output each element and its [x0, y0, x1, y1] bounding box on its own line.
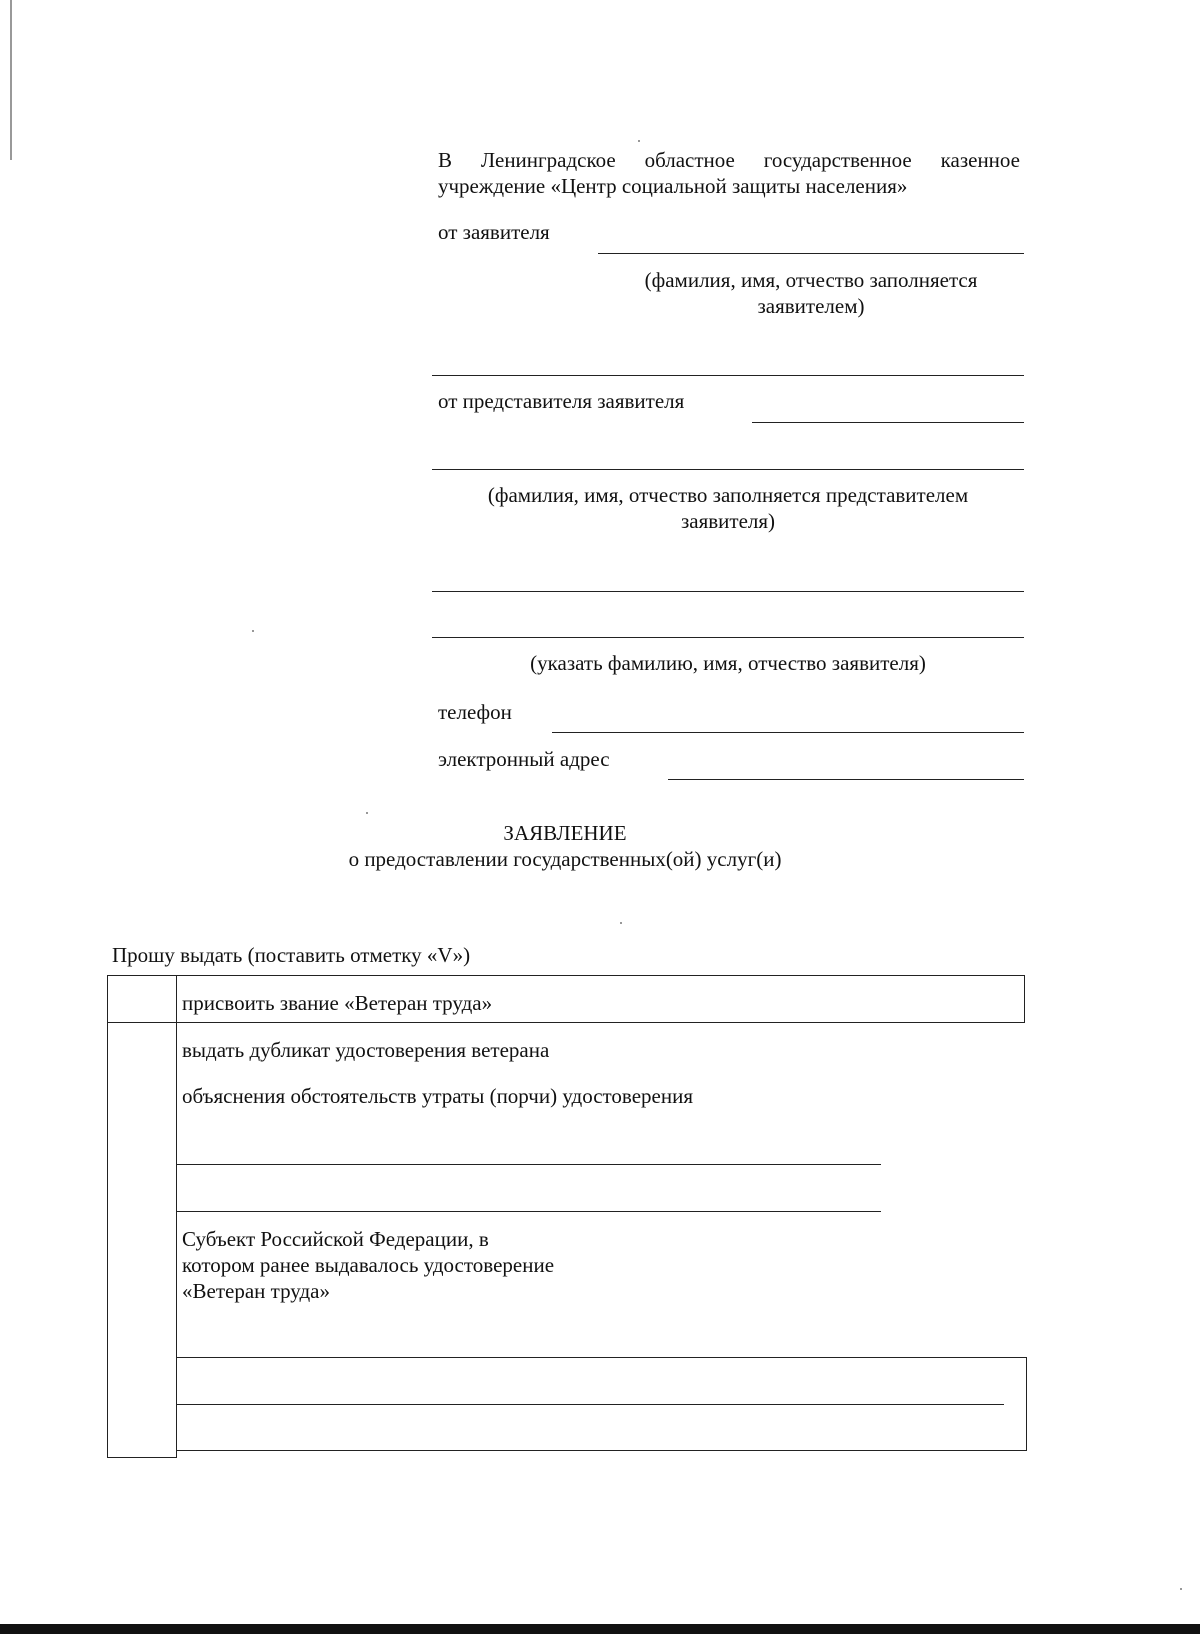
scan-edge-left — [10, 0, 12, 160]
checkbox-duplicate[interactable] — [109, 1024, 175, 1455]
email-label: электронный адрес — [438, 747, 610, 771]
applicant-name-field-2[interactable] — [432, 637, 1024, 638]
scan-speck — [366, 812, 368, 814]
applicant-name-field-1[interactable] — [432, 591, 1024, 592]
option-duplicate-explanation-label: объяснения обстоятельств утраты (порчи) удостоверения — [182, 1084, 694, 1108]
subject-field[interactable] — [177, 1404, 1004, 1405]
applicant-extra-field[interactable] — [432, 375, 1024, 376]
email-field[interactable] — [668, 779, 1024, 780]
applicant-hint-line-2: заявителем) — [757, 294, 865, 318]
applicant-name-field[interactable] — [598, 253, 1024, 254]
document-subtitle: о предоставлении государственных(ой) услуг(и) — [348, 847, 782, 871]
scan-speck — [638, 140, 640, 142]
phone-label: телефон — [438, 700, 512, 724]
option-duplicate-title: выдать дубликат удостоверения ветерана — [182, 1038, 550, 1062]
scan-edge-bottom — [0, 1624, 1200, 1634]
request-intro: Прошу выдать (поставить отметку «V») — [112, 943, 471, 967]
subject-label-line-3: «Ветеран труда» — [182, 1279, 330, 1303]
subject-label-line-2: котором ранее выдавалось удостоверение — [182, 1253, 555, 1277]
representative-field-1[interactable] — [752, 422, 1024, 423]
subject-box-right — [1026, 1357, 1027, 1450]
subject-box-top — [177, 1357, 1027, 1358]
representative-hint-line-2: заявителя) — [680, 509, 776, 533]
from-applicant-label: от заявителя — [438, 220, 550, 244]
subject-box-bottom — [177, 1450, 1027, 1451]
applicant-name-hint: (указать фамилию, имя, отчество заявителя) — [530, 651, 926, 675]
phone-field[interactable] — [552, 732, 1024, 733]
scan-speck — [1180, 1588, 1182, 1590]
applicant-hint-line-1: (фамилия, имя, отчество заполняется — [644, 268, 978, 292]
representative-hint-line-1: (фамилия, имя, отчество заполняется представителем — [487, 483, 969, 507]
table-border-top — [107, 975, 1025, 976]
representative-field-2[interactable] — [432, 469, 1024, 470]
table-border-left — [107, 975, 108, 1457]
checkbox-veteran-title[interactable] — [109, 977, 175, 1021]
explanation-field-2[interactable] — [177, 1211, 881, 1212]
table-border-bottom-left — [107, 1457, 177, 1458]
from-representative-label: от представителя заявителя — [438, 389, 685, 413]
explanation-field-1[interactable] — [177, 1164, 881, 1165]
table-column-divider — [176, 975, 177, 1457]
addressee-line-1: В Ленинградское областное государственное казенное — [438, 148, 1020, 172]
document-title: ЗАЯВЛЕНИЕ — [503, 821, 627, 845]
scan-speck — [620, 922, 622, 924]
table-border-right-row1 — [1024, 975, 1025, 1022]
scan-speck — [252, 630, 254, 632]
subject-label-line-1: Субъект Российской Федерации, в — [182, 1227, 489, 1251]
table-row-divider — [107, 1022, 1025, 1023]
addressee-line-2: учреждение «Центр социальной защиты населения» — [438, 174, 908, 198]
option-veteran-title: присвоить звание «Ветеран труда» — [182, 991, 493, 1015]
